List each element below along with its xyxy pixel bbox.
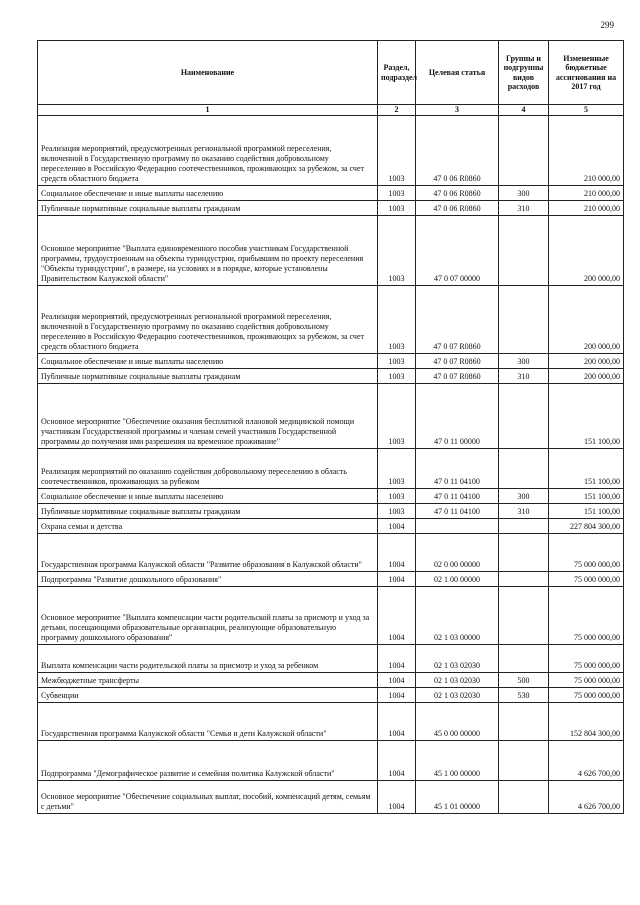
row-section: 1004	[378, 519, 416, 534]
row-section: 1003	[378, 449, 416, 489]
table-row	[38, 572, 624, 587]
row-group	[499, 703, 549, 741]
row-name: Основное мероприятие "Обеспечение социальных выплат, пособий, компенсаций детям, семьям с детьми"	[38, 781, 378, 814]
row-group: 300	[499, 354, 549, 369]
row-target: 45 0 00 00000	[416, 703, 499, 741]
table-row	[38, 688, 624, 703]
row-amount: 75 000 000,00	[549, 587, 624, 645]
row-section: 1003	[378, 116, 416, 186]
column-number: 5	[549, 105, 624, 116]
row-name: Подпрограмма "Развитие дошкольного образования"	[38, 572, 378, 587]
row-target	[416, 519, 499, 534]
column-number: 4	[499, 105, 549, 116]
table-body	[38, 116, 624, 814]
row-target: 47 0 11 04100	[416, 504, 499, 519]
row-target: 47 0 06 R0860	[416, 186, 499, 201]
row-section: 1004	[378, 534, 416, 572]
row-amount: 75 000 000,00	[549, 673, 624, 688]
budget-table	[37, 40, 624, 814]
row-target: 02 1 03 00000	[416, 587, 499, 645]
row-target: 02 1 03 02030	[416, 645, 499, 673]
row-amount: 210 000,00	[549, 116, 624, 186]
row-group	[499, 645, 549, 673]
row-section: 1003	[378, 186, 416, 201]
row-name: Охрана семьи и детства	[38, 519, 378, 534]
row-amount: 151 100,00	[549, 489, 624, 504]
row-name: Государственная программа Калужской области "Семья и дети Калужской области"	[38, 703, 378, 741]
row-group: 310	[499, 201, 549, 216]
row-group	[499, 384, 549, 449]
table-row	[38, 384, 624, 449]
table-row	[38, 116, 624, 186]
row-name: Реализация мероприятий, предусмотренных региональной программой переселения, включенной в Государственную программу по оказанию содействия добровольному переселению в Российскую Федерацию соотечественников, проживающих за рубежом, за счет средств областного бюджета	[38, 286, 378, 354]
row-amount: 4 626 700,00	[549, 741, 624, 781]
row-name: Субвенции	[38, 688, 378, 703]
row-section: 1003	[378, 489, 416, 504]
header-groups: Группы и подгруппы видов расходов	[499, 41, 549, 105]
row-group: 300	[499, 186, 549, 201]
column-number: 3	[416, 105, 499, 116]
column-number-row	[38, 105, 624, 116]
row-target: 47 0 07 R0860	[416, 286, 499, 354]
row-section: 1004	[378, 688, 416, 703]
row-section: 1004	[378, 703, 416, 741]
row-name: Реализация мероприятий по оказанию содействия добровольному переселению в область соотечественников, проживающих за рубежом	[38, 449, 378, 489]
row-group	[499, 572, 549, 587]
row-target: 45 1 00 00000	[416, 741, 499, 781]
row-amount: 151 100,00	[549, 384, 624, 449]
table-row	[38, 703, 624, 741]
row-target: 02 1 00 00000	[416, 572, 499, 587]
table-row	[38, 201, 624, 216]
row-amount: 75 000 000,00	[549, 534, 624, 572]
row-group: 310	[499, 504, 549, 519]
row-target: 47 0 07 R0860	[416, 369, 499, 384]
row-section: 1003	[378, 384, 416, 449]
table-row	[38, 673, 624, 688]
row-section: 1003	[378, 216, 416, 286]
row-target: 47 0 06 R0860	[416, 116, 499, 186]
row-section: 1004	[378, 741, 416, 781]
row-target: 47 0 11 04100	[416, 449, 499, 489]
row-group	[499, 449, 549, 489]
header-section: Раздел, подраздел	[378, 41, 416, 105]
row-amount: 75 000 000,00	[549, 688, 624, 703]
table-row	[38, 286, 624, 354]
row-target: 02 0 00 00000	[416, 534, 499, 572]
row-section: 1004	[378, 781, 416, 814]
row-name: Социальное обеспечение и иные выплаты населению	[38, 186, 378, 201]
column-number: 1	[38, 105, 378, 116]
row-section: 1003	[378, 201, 416, 216]
row-amount: 200 000,00	[549, 354, 624, 369]
row-target: 47 0 11 00000	[416, 384, 499, 449]
table-row	[38, 186, 624, 201]
row-section: 1003	[378, 354, 416, 369]
row-name: Публичные нормативные социальные выплаты гражданам	[38, 369, 378, 384]
row-group: 530	[499, 688, 549, 703]
row-target: 47 0 11 04100	[416, 489, 499, 504]
row-name: Социальное обеспечение и иные выплаты населению	[38, 489, 378, 504]
table-row	[38, 449, 624, 489]
row-amount: 200 000,00	[549, 216, 624, 286]
header-target: Целевая статья	[416, 41, 499, 105]
row-amount: 200 000,00	[549, 286, 624, 354]
row-amount: 151 100,00	[549, 449, 624, 489]
row-name: Выплата компенсации части родительской платы за присмотр и уход за ребенком	[38, 645, 378, 673]
table-row	[38, 519, 624, 534]
row-name: Основное мероприятие "Выплата компенсации части родительской платы за присмотр и уход за детьми, посещающими образовательные организации, реализующие образовательную программу дошкольного образования"	[38, 587, 378, 645]
row-amount: 151 100,00	[549, 504, 624, 519]
row-name: Публичные нормативные социальные выплаты гражданам	[38, 504, 378, 519]
row-group	[499, 587, 549, 645]
row-target: 02 1 03 02030	[416, 688, 499, 703]
row-group	[499, 741, 549, 781]
row-group	[499, 116, 549, 186]
row-amount: 210 000,00	[549, 186, 624, 201]
header-amount: Измененные бюджетные ассигнования на 2017 год	[549, 41, 624, 105]
row-target: 47 0 06 R0860	[416, 201, 499, 216]
table-row	[38, 781, 624, 814]
row-amount: 75 000 000,00	[549, 572, 624, 587]
row-name: Основное мероприятие "Выплата единовременного пособия участникам Государственной программы, трудоустроенным на объекты туриндустрии, прибывшим по проекту переселения "Объекты туриндустрии", в размере, на условиях и в порядке, которые установлены Правительством Калужской области"	[38, 216, 378, 286]
row-group: 500	[499, 673, 549, 688]
row-target: 47 0 07 R0860	[416, 354, 499, 369]
row-group: 310	[499, 369, 549, 384]
row-target: 47 0 07 00000	[416, 216, 499, 286]
header-name: Наименование	[38, 41, 378, 105]
row-section: 1004	[378, 673, 416, 688]
row-name: Реализация мероприятий, предусмотренных региональной программой переселения, включенной в Государственную программу по оказанию содействия добровольному переселению в Российскую Федерацию соотечественников, проживающих за рубежом, за счет средств областного бюджета	[38, 116, 378, 186]
row-section: 1003	[378, 286, 416, 354]
row-name: Публичные нормативные социальные выплаты гражданам	[38, 201, 378, 216]
header-row	[38, 41, 624, 105]
row-amount: 200 000,00	[549, 369, 624, 384]
row-group: 300	[499, 489, 549, 504]
table-row	[38, 645, 624, 673]
column-number: 2	[378, 105, 416, 116]
row-amount: 227 804 300,00	[549, 519, 624, 534]
row-group	[499, 216, 549, 286]
row-group	[499, 519, 549, 534]
row-group	[499, 781, 549, 814]
table-row	[38, 534, 624, 572]
row-section: 1003	[378, 369, 416, 384]
row-name: Межбюджетные трансферты	[38, 673, 378, 688]
row-amount: 75 000 000,00	[549, 645, 624, 673]
row-name: Подпрограмма "Демографическое развитие и семейная политика Калужской области"	[38, 741, 378, 781]
row-target: 45 1 01 00000	[416, 781, 499, 814]
row-section: 1004	[378, 587, 416, 645]
table-row	[38, 369, 624, 384]
row-group	[499, 534, 549, 572]
row-section: 1004	[378, 572, 416, 587]
row-name: Основное мероприятие "Обеспечение оказания бесплатной плановой медицинской помощи участникам Государственной программы и членам семей участников Государственной программы до получения ими разрешения на временное проживание"	[38, 384, 378, 449]
row-amount: 152 804 300,00	[549, 703, 624, 741]
row-name: Социальное обеспечение и иные выплаты населению	[38, 354, 378, 369]
table-row	[38, 504, 624, 519]
row-group	[499, 286, 549, 354]
page-number: 299	[600, 20, 614, 30]
row-section: 1004	[378, 645, 416, 673]
row-section: 1003	[378, 504, 416, 519]
row-amount: 210 000,00	[549, 201, 624, 216]
row-name: Государственная программа Калужской области "Развитие образования в Калужской области"	[38, 534, 378, 572]
table-row	[38, 216, 624, 286]
table-row	[38, 587, 624, 645]
row-target: 02 1 03 02030	[416, 673, 499, 688]
row-amount: 4 626 700,00	[549, 781, 624, 814]
table-row	[38, 354, 624, 369]
table-row	[38, 741, 624, 781]
table-row	[38, 489, 624, 504]
